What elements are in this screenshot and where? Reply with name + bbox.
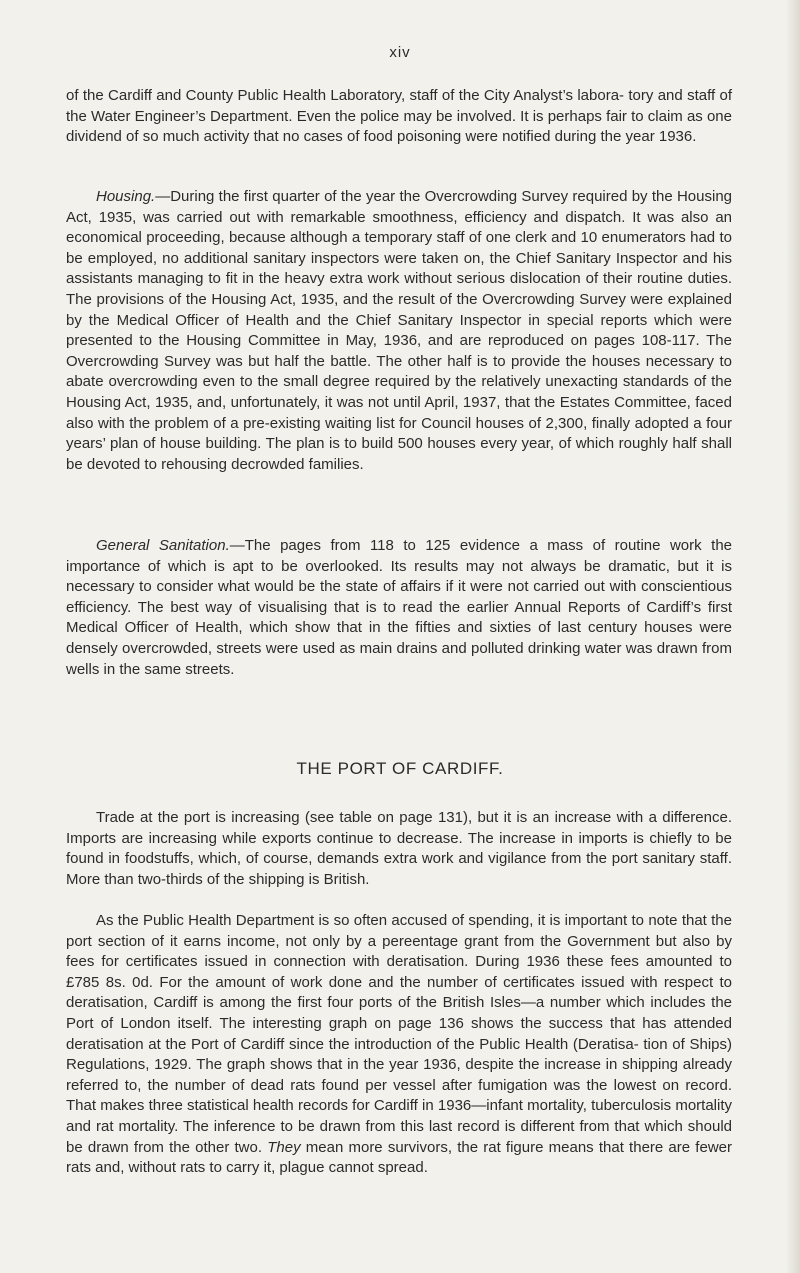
page-edge-shadow <box>786 0 800 1273</box>
paragraph-general-sanitation <box>66 536 732 680</box>
paragraph-housing <box>66 187 732 475</box>
paragraph-port-deratisation <box>66 911 732 1179</box>
paragraph-text: —The pages from 118 to 125 evidence a mass of routine work the importance of which is apt to be overlooked. Its results may not always be dramatic, but it is necessary to consider what would be the state of affairs if it were not carried out with conscientious efficiency. The best way of visualising that is to read the earlier Annual Reports of Cardiff’s first Medical Officer of Health, which show that in the fifties and sixties of last century houses were densely overcrowded, streets were used as main drains and polluted drinking water was drawn from wells in the same streets. <box>66 537 732 678</box>
page-number: xiv <box>389 44 411 61</box>
section-heading: THE PORT OF CARDIFF. <box>296 759 504 778</box>
paragraph-port-trade <box>66 808 732 890</box>
paragraph-text: Trade at the port is increasing (see table on page 131), but it is an increase with a difference. Imports are increasing while exports continue to decrease. The increase in imports is chiefly to be found in foodstuffs, which, of course, demands extra work and vigilance from the port sanitary staff. More than two-thirds of the shipping is British. <box>66 809 732 888</box>
paragraph-text-end: mean more survivors, the rat figure means that there are fewer rats and, without rats to carry it, plague cannot spread. <box>66 1138 732 1177</box>
paragraph-text: —During the first quarter of the year the Overcrowding Survey required by the Housing Act, 1935, was carried out with remarkable smoothness, efficiency and dispatch. It was also an economical proceeding, because although a temporary staff of one clerk and 10 enumerators had to be employed, no additional sanitary inspectors were taken on, the Chief Sanitary Inspector and his assistants managing to fit in the heavy extra work without serious dislocation of their routine duties. The provisions of the Housing Act, 1935, and the result of the Overcrowding Survey were explained by the Medical Officer of Health and the Chief Sanitary Inspector in special reports which were presented to the Housing Committee in May, 1936, and are reproduced on pages 108-117. The Overcrowding Survey was but half the battle. The other half is to provide the houses necessary to abate overcrowding even to the small degree required by the relatively unexacting standards of the Housing Act, 1935, and, unfortunately, it was not until April, 1937, that the Estates Committee, faced also with the problem of a pre-existing waiting list for Council houses of 2,300, finally adopted a four years’ plan of house building. The plan is to build 500 houses every year, of which roughly half shall be devoted to rehousing decrowded families. <box>66 188 732 473</box>
paragraph-lead-general-sanitation: General Sanitation. <box>96 537 230 554</box>
paragraph-text: As the Public Health Department is so often accused of spending, it is important to note that the port section of it earns income, not only by a pereentage grant from the Government but also by fees for certificates issued in connection with deratisation. During 1936 these fees amounted to £785 8s. 0d. For the amount of work done and the number of certificates issued with respect to deratisation, Cardiff is among the first four ports of the British Isles—a number which includes the Port of London itself. The interesting graph on page 136 shows the success that has attended deratisation at the Port of Cardiff since the introduction of the Public Health (Deratisa- tion of Ships) Regulations, 1929. The graph shows that in the year 1936, despite the increase in shipping already referred to, the number of dead rats found per vessel after fumigation was the lowest on record. That makes three statistical health records for Cardiff in 1936—infant mortality, tuberculosis mortality and rat mortality. The inference to be drawn from this last record is different from that which should be drawn from the other two. <box>66 912 732 1156</box>
paragraph-continuation <box>66 86 732 148</box>
emphasis-word: They <box>267 1138 301 1156</box>
paragraph-lead-housing: Housing. <box>96 188 156 205</box>
paragraph-text: of the Cardiff and County Public Health Laboratory, staff of the City Analyst’s labora- tory and staff of the Water Engineer’s Department. Even the police may be involved. It is perhaps fair to claim as one dividend of so much activity that no cases of food poisoning were notified during the year 1936. <box>66 87 732 146</box>
